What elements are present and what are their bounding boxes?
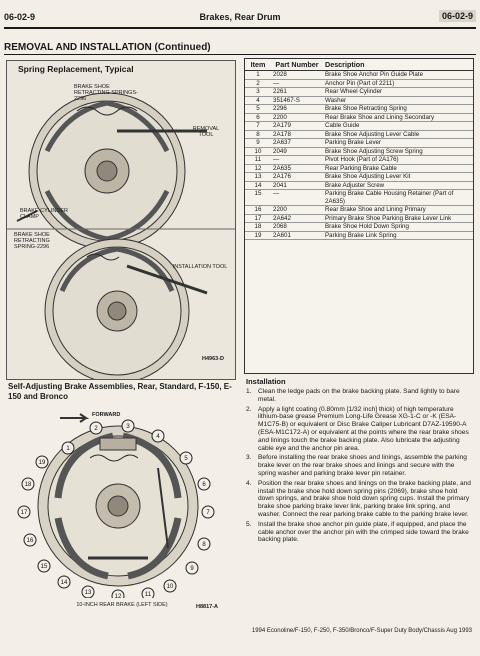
table-cell-desc: Rear Brake Shoe and Lining Secondary xyxy=(323,113,473,122)
table-cell-part: 2A642 xyxy=(271,214,323,223)
table-row xyxy=(245,130,473,139)
figure2-code: H8817-A xyxy=(196,604,219,610)
callout-number: 4 xyxy=(156,434,160,440)
table-row xyxy=(245,190,473,206)
column-header-item: Item xyxy=(245,59,271,71)
table-row xyxy=(245,231,473,240)
callout-number: 18 xyxy=(24,482,32,488)
table-cell-part: 351467-S xyxy=(271,96,323,105)
table-cell-part: — xyxy=(271,79,323,88)
callout-number: 17 xyxy=(20,510,28,516)
table-cell-desc: Brake Adjuster Screw xyxy=(323,181,473,190)
installation-step xyxy=(246,521,472,544)
table-cell-part: 2068 xyxy=(271,223,323,232)
table-row xyxy=(245,206,473,215)
callout-number: 13 xyxy=(84,590,92,596)
table-cell-part: 2A176 xyxy=(271,173,323,182)
step-text: Install the brake shoe anchor pin guide plate, if equipped, and place the cable anchor over the anchor pin with the crimped side toward the brake backing plate. xyxy=(258,520,469,544)
forward-arrow-icon xyxy=(60,414,86,422)
table-cell-part: 2028 xyxy=(271,71,323,80)
table-cell-desc: Brake Shoe Adjusting Screw Spring xyxy=(323,147,473,156)
table-cell-desc: Rear Brake Shoe and Lining Primary xyxy=(323,206,473,215)
table-cell-item: 5 xyxy=(245,105,271,114)
callout-number: 9 xyxy=(190,566,194,572)
callout-number: 12 xyxy=(114,594,122,598)
table-cell-item: 11 xyxy=(245,156,271,165)
section-rule xyxy=(4,54,476,55)
table-cell-desc: Rear Parking Brake Cable xyxy=(323,164,473,173)
table-cell-item: 2 xyxy=(245,79,271,88)
table-row xyxy=(245,147,473,156)
figure2-title: Self-Adjusting Brake Assemblies, Rear, Standard, F-150, E-150 and Bronco xyxy=(8,382,232,401)
table-row xyxy=(245,214,473,223)
table-cell-item: 12 xyxy=(245,164,271,173)
table-cell-part: 2041 xyxy=(271,181,323,190)
table-cell-part: 2261 xyxy=(271,88,323,97)
table-cell-item: 1 xyxy=(245,71,271,80)
callout-number: 16 xyxy=(26,538,34,544)
table-cell-desc: Brake Shoe Adjusting Lever Kit xyxy=(323,173,473,182)
table-cell-desc: Pivot Hook (Part of 2A176) xyxy=(323,156,473,165)
table-cell-desc: Parking Brake Link Spring xyxy=(323,231,473,240)
table-cell-part: 2049 xyxy=(271,147,323,156)
table-row xyxy=(245,164,473,173)
table-cell-desc: Brake Shoe Anchor Pin Guide Plate xyxy=(323,71,473,80)
label-installation-tool: INSTALLATION TOOL xyxy=(172,264,228,270)
callout-number: 2 xyxy=(94,426,98,432)
table-cell-desc: Brake Shoe Retracting Spring xyxy=(323,105,473,114)
table-cell-item: 6 xyxy=(245,113,271,122)
table-cell-item: 19 xyxy=(245,231,271,240)
table-row xyxy=(245,223,473,232)
column-header-description: Description xyxy=(323,59,473,71)
table-cell-part: 2A178 xyxy=(271,130,323,139)
label-retracting-springs: BRAKE SHOE RETRACTING SPRINGS-2296 xyxy=(74,84,138,102)
table-cell-item: 4 xyxy=(245,96,271,105)
callout-number: 15 xyxy=(40,564,48,570)
column-header-part-number: Part Number xyxy=(271,59,323,71)
spring-replacement-figure xyxy=(6,60,236,380)
table-cell-item: 15 xyxy=(245,190,271,206)
table-cell-part: 2296 xyxy=(271,105,323,114)
table-cell-desc: Washer xyxy=(323,96,473,105)
table-cell-part: 2200 xyxy=(271,113,323,122)
step-number: 1. xyxy=(246,388,252,395)
spring-replacement-drawing xyxy=(7,61,235,379)
installation-step xyxy=(246,406,472,453)
figure2-caption: 10-INCH REAR BRAKE (LEFT SIDE) xyxy=(76,602,168,608)
table-cell-desc: Primary Brake Shoe Parking Brake Lever Link xyxy=(323,214,473,223)
figure1-title: Spring Replacement, Typical xyxy=(18,64,134,74)
table-row xyxy=(245,113,473,122)
table-cell-desc: Cable Guide xyxy=(323,122,473,131)
parts-table-container xyxy=(244,58,474,374)
callout-number: 5 xyxy=(184,456,188,462)
table-cell-item: 9 xyxy=(245,139,271,148)
table-cell-desc: Parking Brake Cable Housing Retainer (Part of 2A635) xyxy=(323,190,473,206)
table-cell-desc: Parking Brake Lever xyxy=(323,139,473,148)
table-cell-part: 2A635 xyxy=(271,164,323,173)
table-cell-part: — xyxy=(271,156,323,165)
table-cell-desc: Brake Shoe Adjusting Lever Cable xyxy=(323,130,473,139)
page-header xyxy=(4,10,476,26)
table-cell-item: 13 xyxy=(245,173,271,182)
callout-number: 7 xyxy=(206,510,210,516)
table-cell-item: 18 xyxy=(245,223,271,232)
installation-title: Installation xyxy=(246,377,286,386)
label-removal-tool: REMOVAL TOOL xyxy=(192,126,220,138)
brake-assembly-figure xyxy=(8,408,234,598)
table-row xyxy=(245,173,473,182)
step-text: Before installing the rear brake shoes and linings, assemble the parking brake lever on the rear brake shoes and linings and secure with the spring washer and parking brake lever pin retainer. xyxy=(258,454,467,477)
callout-number: 19 xyxy=(38,460,46,466)
forward-label: FORWARD xyxy=(92,412,121,418)
page-heading: Brakes, Rear Drum xyxy=(199,12,281,22)
table-cell-part: 2A179 xyxy=(271,122,323,131)
step-number: 4. xyxy=(246,479,252,487)
table-row xyxy=(245,122,473,131)
table-row xyxy=(245,71,473,80)
callout-number: 14 xyxy=(60,580,68,586)
table-row xyxy=(245,105,473,114)
installation-steps xyxy=(246,388,472,546)
label-retracting-spring: BRAKE SHOE RETRACTING SPRING-2296 xyxy=(14,232,50,250)
table-cell-item: 3 xyxy=(245,88,271,97)
table-cell-item: 8 xyxy=(245,130,271,139)
step-number: 2. xyxy=(246,405,252,413)
step-text: Position the rear brake shoes and linings on the brake backing plate, and install the brake shoe hold down spring pins (2069), brake shoe hold down springs, and brake shoe hold down spring cups. Install the primary brake shoe parking brake lever link, parking brake link spring, and washer. Connect the rear parking brake cable to the parking brake lever. xyxy=(258,479,471,518)
table-cell-part: 2A637 xyxy=(271,139,323,148)
page-number-left: 06-02-9 xyxy=(4,12,36,22)
installation-step xyxy=(246,388,472,404)
header-rule xyxy=(4,27,476,29)
callout-number: 6 xyxy=(202,482,206,488)
callout-number: 3 xyxy=(126,424,130,430)
table-row xyxy=(245,156,473,165)
table-cell-item: 16 xyxy=(245,206,271,215)
brake-assembly-drawing xyxy=(8,408,234,598)
page-footer: 1994 Econoline/F-150, F-250, F-350/Bronco/F-Super Duty Body/Chassis Aug 1993 xyxy=(251,628,472,634)
table-row xyxy=(245,96,473,105)
table-cell-desc: Rear Wheel Cylinder xyxy=(323,88,473,97)
table-cell-part: 2200 xyxy=(271,206,323,215)
step-text: Clean the ledge pads on the brake backing plate. Sand lightly to bare metal. xyxy=(258,388,460,403)
table-cell-desc: Brake Shoe Hold Down Spring xyxy=(323,223,473,232)
step-text: Apply a light coating (0.80mm [1/32 inch] thick) of high temperature lithium-base grease Premium Long-Life Grease XG-1-C or -K (ESA-M1C75-B) or equivalent or Disc Brake Caliper Lubricant D7AZ-19590-A (ESA-M1C172-A) or equivalent at the points where the rear brake shoes and linings touch the brake backing plate. Also lubricate the adjusting cable eye and the anchor pin area. xyxy=(258,405,469,452)
table-cell-item: 7 xyxy=(245,122,271,131)
section-title: REMOVAL AND INSTALLATION (Continued) xyxy=(4,42,211,53)
figure1-code: H4963-D xyxy=(202,356,225,362)
table-cell-item: 17 xyxy=(245,214,271,223)
step-number: 5. xyxy=(246,520,252,528)
page-number-right: 06-02-9 xyxy=(439,10,476,22)
label-brake-cylinder-clamp: BRAKE CYLINDER CLAMP xyxy=(20,208,68,220)
installation-step xyxy=(246,454,472,477)
table-row xyxy=(245,79,473,88)
step-number: 3. xyxy=(246,454,252,462)
callout-number: 11 xyxy=(144,592,152,598)
callout-number: 10 xyxy=(166,584,174,590)
callout-number: 8 xyxy=(202,542,206,548)
table-row xyxy=(245,88,473,97)
table-cell-part: 2A601 xyxy=(271,231,323,240)
table-row xyxy=(245,181,473,190)
table-cell-item: 14 xyxy=(245,181,271,190)
table-cell-part: — xyxy=(271,190,323,206)
table-cell-item: 10 xyxy=(245,147,271,156)
table-row xyxy=(245,139,473,148)
table-cell-desc: Anchor Pin (Part of 2211) xyxy=(323,79,473,88)
parts-table xyxy=(245,59,473,240)
installation-step xyxy=(246,480,472,519)
callout-number: 1 xyxy=(66,446,70,452)
